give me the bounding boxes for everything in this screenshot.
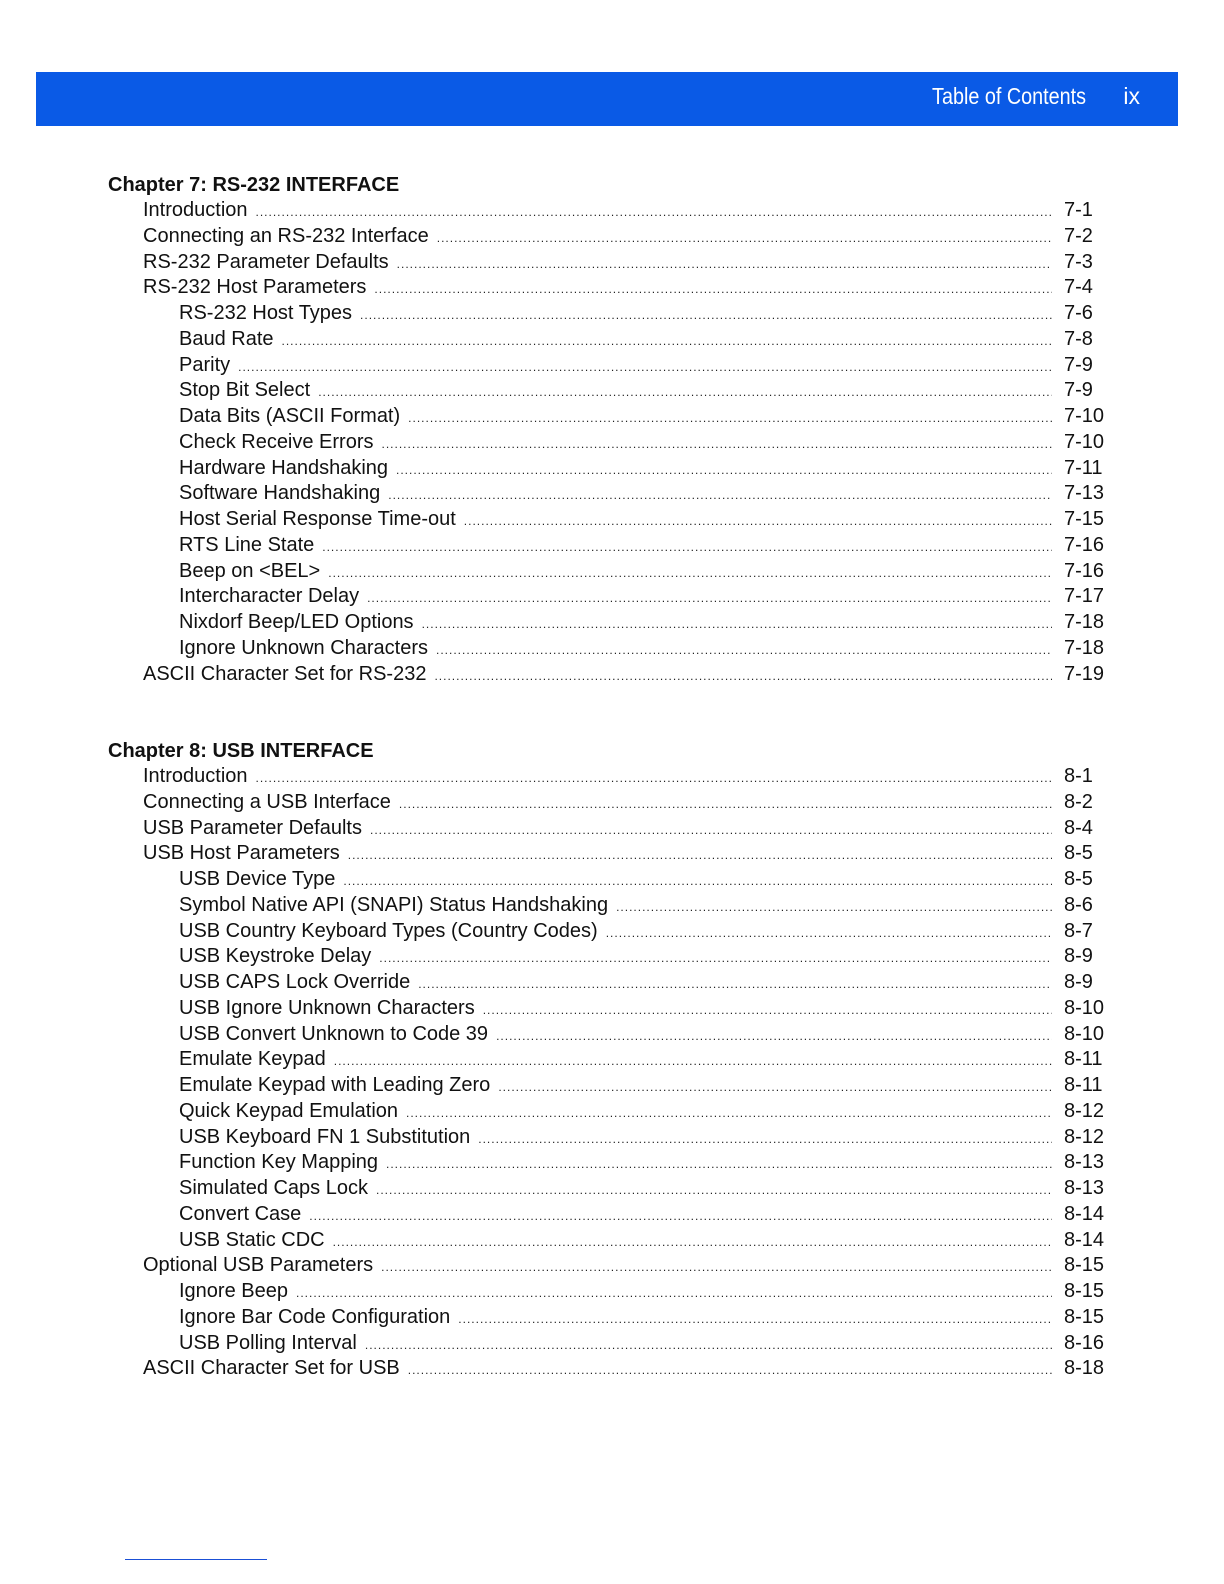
- toc-entry[interactable]: [108, 1202, 1120, 1228]
- toc-entry[interactable]: [108, 1176, 1120, 1202]
- toc-entry-title: Hardware Handshaking: [179, 456, 389, 479]
- toc-entry-page: 7-16: [1064, 533, 1105, 556]
- toc-entry-page: 8-1: [1064, 765, 1093, 787]
- dot-leader: [464, 509, 1052, 535]
- toc-entry-page: 7-6: [1064, 302, 1093, 324]
- toc-entry-title: Software Handshaking: [179, 482, 381, 505]
- toc-entry-title: USB Country Keyboard Types (Country Codes): [179, 919, 598, 942]
- toc-entry-page: 7-4: [1064, 276, 1093, 299]
- toc-entry[interactable]: [108, 1047, 1120, 1073]
- dot-leader: [333, 1230, 1052, 1256]
- dot-leader: [382, 432, 1052, 458]
- toc-entry-page: 8-12: [1064, 1125, 1105, 1148]
- toc-entry-title: Connecting an RS-232 Interface: [143, 224, 429, 247]
- toc-entry-page: 7-15: [1064, 508, 1105, 530]
- toc-entry[interactable]: [108, 996, 1120, 1022]
- toc-entry[interactable]: [108, 764, 1120, 790]
- toc-entry-page: 8-14: [1064, 1228, 1105, 1251]
- toc-entry-page: 7-17: [1064, 585, 1105, 608]
- toc-entry-title: USB Keyboard FN 1 Substitution: [179, 1125, 471, 1148]
- dot-leader: [334, 1049, 1052, 1075]
- dot-leader: [436, 638, 1052, 664]
- toc-entry-page: 8-11: [1064, 1074, 1103, 1096]
- dot-leader: [458, 1307, 1052, 1333]
- toc-entry-page: 7-11: [1064, 456, 1103, 479]
- chapter-8-section: [108, 738, 1120, 1382]
- toc-entry-page: 7-9: [1064, 379, 1093, 402]
- toc-entry-page: 8-2: [1064, 790, 1093, 813]
- toc-entry[interactable]: [108, 919, 1120, 945]
- dot-leader: [399, 792, 1052, 818]
- toc-entry-title: Check Receive Errors: [179, 430, 374, 453]
- toc-entry-title: Ignore Unknown Characters: [179, 636, 429, 659]
- dot-leader: [606, 921, 1052, 947]
- toc-entry[interactable]: [108, 867, 1120, 893]
- toc-entry-title: USB Static CDC: [179, 1228, 325, 1251]
- toc-entry-title: Emulate Keypad with Leading Zero: [179, 1074, 491, 1096]
- toc-entry-page: 7-1: [1064, 199, 1093, 221]
- toc-entry-title: Optional USB Parameters: [143, 1254, 374, 1277]
- toc-entry-title: USB Parameter Defaults: [143, 816, 362, 839]
- toc-entry-title: Baud Rate: [179, 327, 274, 350]
- toc-entry-title: Nixdorf Beep/LED Options: [179, 611, 414, 633]
- toc-entry[interactable]: [108, 970, 1120, 996]
- toc-entry-page: 8-13: [1064, 1151, 1105, 1174]
- dot-leader: [496, 1024, 1052, 1050]
- dot-leader: [376, 1178, 1052, 1204]
- toc-entry-title: Symbol Native API (SNAPI) Status Handshaking: [179, 893, 609, 916]
- toc-entry[interactable]: [108, 944, 1120, 970]
- toc-entry-title: USB Device Type: [179, 868, 336, 890]
- toc-entry-page: 8-5: [1064, 868, 1093, 890]
- header-page-number: ix: [1123, 83, 1140, 109]
- toc-entry-title: Stop Bit Select: [179, 379, 311, 402]
- toc-entry-page: 7-8: [1064, 327, 1093, 350]
- toc-entry-page: 7-19: [1064, 662, 1105, 685]
- toc-entry-title: ASCII Character Set for RS-232: [143, 662, 427, 685]
- dot-leader: [418, 972, 1052, 998]
- toc-entry[interactable]: [108, 353, 1120, 379]
- dot-leader: [437, 226, 1052, 252]
- toc-entry-page: 8-15: [1064, 1280, 1105, 1302]
- toc-entry-title: ASCII Character Set for USB: [143, 1357, 400, 1380]
- header-title: Table of Contents: [932, 83, 1086, 109]
- toc-entry[interactable]: [108, 456, 1120, 482]
- toc-entry[interactable]: [108, 1279, 1120, 1305]
- chapter-heading[interactable]: Chapter 8: USB INTERFACE: [108, 740, 374, 762]
- dot-leader: [282, 329, 1052, 355]
- dot-leader: [388, 483, 1052, 509]
- toc-entry[interactable]: [108, 1125, 1120, 1151]
- toc-entry[interactable]: [108, 430, 1120, 456]
- toc-entry-title: Introduction: [143, 765, 248, 787]
- toc-entry-page: 8-4: [1064, 816, 1093, 839]
- toc-list: [108, 198, 1120, 687]
- dot-leader: [434, 664, 1052, 690]
- toc-entry-page: 8-10: [1064, 996, 1105, 1019]
- toc-entry-page: 8-9: [1064, 945, 1093, 968]
- dot-leader: [483, 998, 1052, 1024]
- dot-leader: [256, 766, 1052, 792]
- toc-entry-title: USB CAPS Lock Override: [179, 971, 411, 993]
- dot-leader: [379, 946, 1052, 972]
- toc-entry-page: 7-2: [1064, 224, 1093, 247]
- toc-entry-title: Beep on <BEL>: [179, 559, 321, 582]
- toc-entry-title: Quick Keypad Emulation: [179, 1099, 399, 1122]
- toc-entry[interactable]: [108, 224, 1120, 250]
- toc-entry-title: Introduction: [143, 199, 248, 221]
- toc-entry[interactable]: [108, 1356, 1120, 1382]
- toc-entry-page: 8-16: [1064, 1331, 1105, 1354]
- footer-rule: [125, 1559, 267, 1560]
- toc-entry[interactable]: [108, 636, 1120, 662]
- toc-entry[interactable]: [108, 404, 1120, 430]
- toc-entry[interactable]: [108, 378, 1120, 404]
- toc-entry[interactable]: [108, 1073, 1120, 1099]
- toc-entry-title: Emulate Keypad: [179, 1048, 326, 1071]
- toc-entry-page: 7-16: [1064, 559, 1105, 582]
- dot-leader: [328, 561, 1052, 587]
- toc-entry-page: 8-10: [1064, 1022, 1105, 1045]
- toc-entry[interactable]: [108, 610, 1120, 636]
- toc-entry-title: Ignore Bar Code Configuration: [179, 1305, 451, 1328]
- toc-entry-page: 8-13: [1064, 1177, 1105, 1199]
- toc-entry[interactable]: [108, 1305, 1120, 1331]
- chapter-heading[interactable]: Chapter 7: RS-232 INTERFACE: [108, 174, 400, 196]
- toc-list: [108, 764, 1120, 1382]
- dot-leader: [343, 869, 1052, 895]
- toc-entry-title: Connecting a USB Interface: [143, 790, 391, 813]
- toc-entry[interactable]: [108, 893, 1120, 919]
- toc-entry-title: Data Bits (ASCII Format): [179, 405, 401, 427]
- toc-entry-page: 8-18: [1064, 1357, 1105, 1380]
- dot-leader: [348, 843, 1052, 869]
- toc-entry[interactable]: [108, 584, 1120, 610]
- toc-entry-title: RS-232 Parameter Defaults: [143, 250, 389, 273]
- chapter-7-section: [108, 172, 1120, 687]
- toc-entry[interactable]: [108, 275, 1120, 301]
- toc-entry-title: Parity: [179, 353, 231, 376]
- toc-entry[interactable]: [108, 507, 1120, 533]
- toc-entry[interactable]: [108, 662, 1120, 688]
- toc-entry-title: USB Ignore Unknown Characters: [179, 996, 475, 1019]
- toc-entry[interactable]: [108, 816, 1120, 842]
- toc-entry-page: 8-15: [1064, 1254, 1105, 1277]
- toc-entry-title: Function Key Mapping: [179, 1151, 379, 1174]
- toc-entry-page: 8-5: [1064, 842, 1093, 865]
- dot-leader: [386, 1152, 1052, 1178]
- toc-entry-page: 8-7: [1064, 919, 1093, 942]
- dot-leader: [396, 458, 1052, 484]
- toc-entry-title: RTS Line State: [179, 533, 315, 556]
- dot-leader: [370, 818, 1052, 844]
- dot-leader: [322, 535, 1052, 561]
- dot-leader: [238, 355, 1052, 381]
- toc-entry-title: USB Host Parameters: [143, 842, 340, 865]
- toc-entry-title: RS-232 Host Types: [179, 302, 353, 324]
- toc-entry-page: 8-9: [1064, 971, 1093, 993]
- toc-entry-page: 8-15: [1064, 1305, 1105, 1328]
- dot-leader: [318, 380, 1052, 406]
- dot-leader: [360, 303, 1052, 329]
- toc-entry[interactable]: [108, 1331, 1120, 1357]
- toc-entry-title: Convert Case: [179, 1202, 302, 1225]
- dot-leader: [498, 1075, 1052, 1101]
- toc-entry[interactable]: [108, 790, 1120, 816]
- toc-entry[interactable]: [108, 198, 1120, 224]
- toc-entry-page: 8-11: [1064, 1048, 1103, 1071]
- toc-entry[interactable]: [108, 841, 1120, 867]
- dot-leader: [296, 1281, 1052, 1307]
- toc-entry-page: 8-14: [1064, 1202, 1105, 1225]
- dot-leader: [406, 1101, 1052, 1127]
- toc-entry-title: RS-232 Host Parameters: [143, 276, 367, 299]
- toc-entry-title: USB Keystroke Delay: [179, 945, 372, 968]
- toc-entry[interactable]: [108, 301, 1120, 327]
- toc-entry[interactable]: [108, 1150, 1120, 1176]
- dot-leader: [365, 1333, 1052, 1359]
- toc-entry-title: USB Convert Unknown to Code 39: [179, 1022, 489, 1045]
- toc-entry[interactable]: [108, 533, 1120, 559]
- dot-leader: [616, 895, 1052, 921]
- toc-entry-page: 8-6: [1064, 893, 1093, 916]
- dot-leader: [408, 1358, 1052, 1384]
- dot-leader: [374, 277, 1052, 303]
- toc-entry-title: Ignore Beep: [179, 1280, 288, 1302]
- dot-leader: [397, 252, 1052, 278]
- toc-entry-page: 7-18: [1064, 611, 1105, 633]
- dot-leader: [367, 586, 1052, 612]
- toc-entry[interactable]: [108, 559, 1120, 585]
- dot-leader: [309, 1204, 1052, 1230]
- dot-leader: [408, 406, 1052, 432]
- toc-entry-title: Intercharacter Delay: [179, 585, 360, 608]
- dot-leader: [422, 612, 1052, 638]
- toc-entry-title: Host Serial Response Time-out: [179, 508, 456, 530]
- toc-entry-title: USB Polling Interval: [179, 1331, 357, 1354]
- toc-entry-page: 7-10: [1064, 405, 1105, 427]
- dot-leader: [478, 1127, 1052, 1153]
- dot-leader: [256, 200, 1052, 226]
- header-bar: [36, 72, 1178, 126]
- toc-entry-title: Simulated Caps Lock: [179, 1177, 368, 1199]
- dot-leader: [381, 1255, 1052, 1281]
- toc-entry-page: 7-3: [1064, 250, 1093, 273]
- toc-entry-page: 7-13: [1064, 482, 1105, 505]
- toc-entry-page: 7-10: [1064, 430, 1105, 453]
- toc-entry[interactable]: [108, 250, 1120, 276]
- toc-entry[interactable]: [108, 1228, 1120, 1254]
- toc-entry[interactable]: [108, 481, 1120, 507]
- toc-entry-page: 8-12: [1064, 1099, 1105, 1122]
- toc-entry[interactable]: [108, 1099, 1120, 1125]
- toc-entry[interactable]: [108, 327, 1120, 353]
- toc-entry[interactable]: [108, 1022, 1120, 1048]
- toc-entry-page: 7-9: [1064, 353, 1093, 376]
- toc-entry-page: 7-18: [1064, 636, 1105, 659]
- toc-entry[interactable]: [108, 1253, 1120, 1279]
